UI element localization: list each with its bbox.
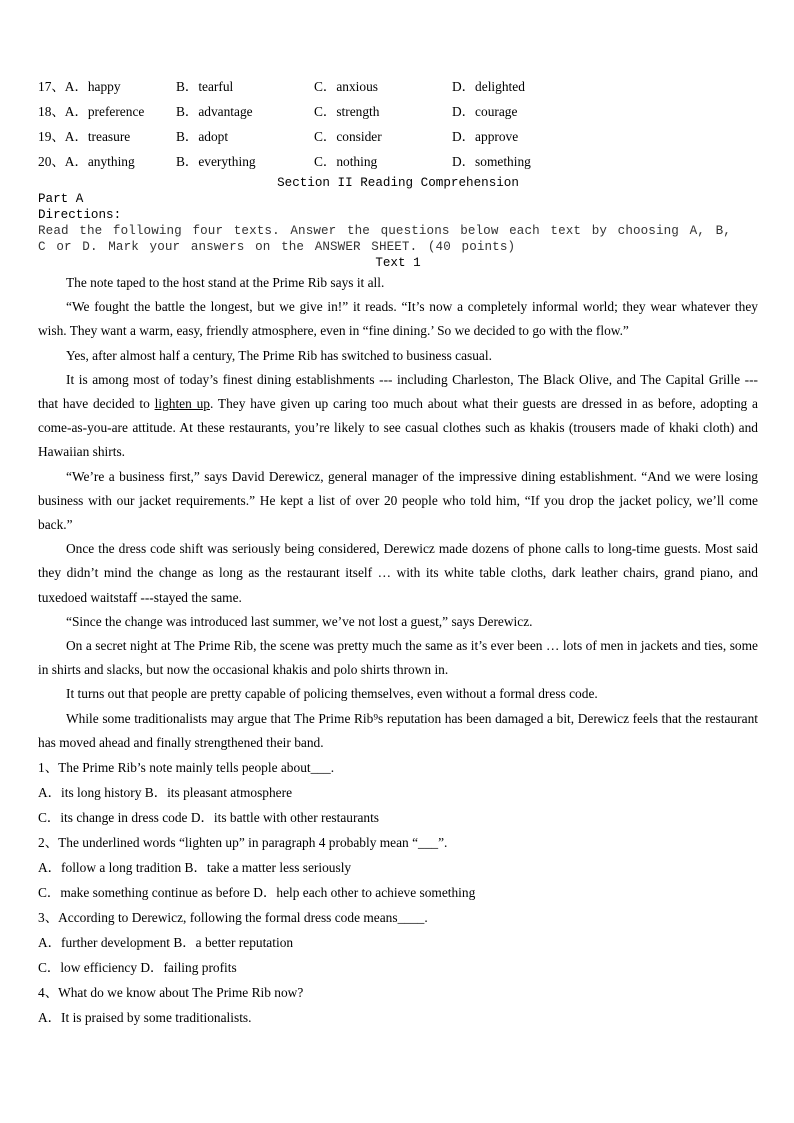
option-d: D．something <box>452 154 531 169</box>
question-stem: 1、The Prime Rib’s note mainly tells people about___. <box>38 760 335 776</box>
answer-options-line: A．follow a long tradition B．take a matter less seriously <box>38 860 352 876</box>
question-stem: 4、What do we know about The Prime Rib now? <box>38 985 304 1001</box>
section-title: Section II Reading Comprehension <box>277 176 519 190</box>
paragraph-4-part-1: It is among most of today’s finest dining establishments --- including Charleston, The Black Olive, and The Capital Grille --- that have decided to <box>38 371 758 412</box>
question-number: 20、 <box>38 154 65 169</box>
paragraph-7: “Since the change was introduced last summer, we’ve not lost a guest,” says Derewicz. <box>66 613 533 629</box>
question-number: 19、 <box>38 129 65 144</box>
underlined-phrase: lighten up <box>154 396 211 412</box>
question-stem: 3、According to Derewicz, following the formal dress code means____. <box>38 910 428 926</box>
question-4 <box>38 980 758 1030</box>
paragraph-6: Once the dress code shift was seriously being considered, Derewicz made dozens of phone calls to long-time guests. Most said they didn’t mind the change as long as the restaurant itself … with its white table cloths, dark leather chairs, grand piano, and tuxedoed waitstaff ---stayed the same. <box>38 541 758 605</box>
paragraph-3: Yes, after almost half a century, The Prime Rib has switched to business casual. <box>66 347 492 363</box>
option-row-18 <box>38 99 758 124</box>
option-b: B．tearful <box>176 79 234 94</box>
exam-page <box>38 74 758 1030</box>
option-d: D．approve <box>452 129 519 144</box>
directions-label: Directions: <box>38 208 122 222</box>
option-c: C．consider <box>314 129 382 144</box>
paragraph-9: It turns out that people are pretty capable of policing themselves, even without a formal dress code. <box>66 686 598 702</box>
answer-options-line: C．low efficiency D．failing profits <box>38 960 237 976</box>
answer-options-line: C．make something continue as before D．help each other to achieve something <box>38 885 476 901</box>
question-number: 18、 <box>38 104 65 119</box>
answer-options-line: C．its change in dress code D．its battle with other restaurants <box>38 810 380 826</box>
option-c: C．anxious <box>314 79 378 94</box>
question-number: 17、 <box>38 79 65 94</box>
option-c: C．nothing <box>314 154 378 169</box>
cloze-options <box>38 74 758 174</box>
part-label: Part A <box>38 192 84 206</box>
text-title: Text 1 <box>375 256 421 270</box>
option-a-text: A．happy <box>64 79 121 94</box>
option-a <box>38 74 121 99</box>
question-3 <box>38 905 758 980</box>
option-a-text: A．treasure <box>64 129 131 144</box>
question-1 <box>38 755 758 830</box>
option-d: D．delighted <box>452 79 525 94</box>
questions <box>38 755 758 1030</box>
paragraph-2: “We fought the battle the longest, but we give in!” it reads. “It’s now a completely informal world; they wear whatever they wish. They want a warm, easy, friendly atmosphere, even in “fine dining.’ So we decided to go with the flow.” <box>38 299 758 339</box>
option-b: B．advantage <box>176 104 253 119</box>
option-row-20 <box>38 149 758 174</box>
paragraph-4 <box>38 368 758 465</box>
option-a <box>38 99 144 124</box>
paragraph-5: “We’re a business first,” says David Derewicz, general manager of the impressive dining establishment. “And we were losing business with our jacket requirements.” He kept a list of over 20 people who told him, “If you drop the jacket policy, we’ll come back.” <box>38 468 758 533</box>
question-2 <box>38 830 758 905</box>
option-row-19 <box>38 124 758 149</box>
paragraph-10: While some traditionalists may argue that The Prime Rib⁹s reputation has been damaged a bit, Derewicz feels that the restaurant has moved ahead and finally strengthened their band. <box>38 710 758 750</box>
option-a <box>38 124 130 149</box>
question-stem: 2、The underlined words “lighten up” in paragraph 4 probably mean “___”. <box>38 835 448 851</box>
option-d: D．courage <box>452 104 518 119</box>
paragraph-1: The note taped to the host stand at the Prime Rib says it all. <box>66 275 385 290</box>
answer-options-line: A．It is praised by some traditionalists. <box>38 1010 252 1026</box>
directions-text: Read the following four texts. Answer the questions below each text by choosing A, B, C or D. Mark your answers on the ANSWER SHEET. (40 points) <box>38 224 731 254</box>
option-c: C．strength <box>314 104 380 119</box>
answer-options-line: A．further development B．a better reputation <box>38 935 294 951</box>
paragraph-4-part-2: . They have given up caring too much about what their guests are dressed in as before, adopting a come-as-you-are attitude. At these restaurants, you’re likely to see casual clothes such as khakis (trousers made of khaki cloth) and Hawaiian shirts. <box>38 396 758 460</box>
paragraph-8: On a secret night at The Prime Rib, the scene was pretty much the same as it’s ever been … lots of men in jackets and ties, some in shirts and slacks, but now the occasional khakis and polo shirts thrown in. <box>38 638 758 678</box>
option-b: B．adopt <box>176 129 229 144</box>
option-b: B．everything <box>176 154 256 169</box>
answer-options-line: A．its long history B．its pleasant atmosphere <box>38 785 293 801</box>
option-a <box>38 149 135 174</box>
option-a-text: A．preference <box>64 104 145 119</box>
option-a-text: A．anything <box>64 154 135 169</box>
passage <box>38 271 758 755</box>
option-row-17 <box>38 74 758 99</box>
